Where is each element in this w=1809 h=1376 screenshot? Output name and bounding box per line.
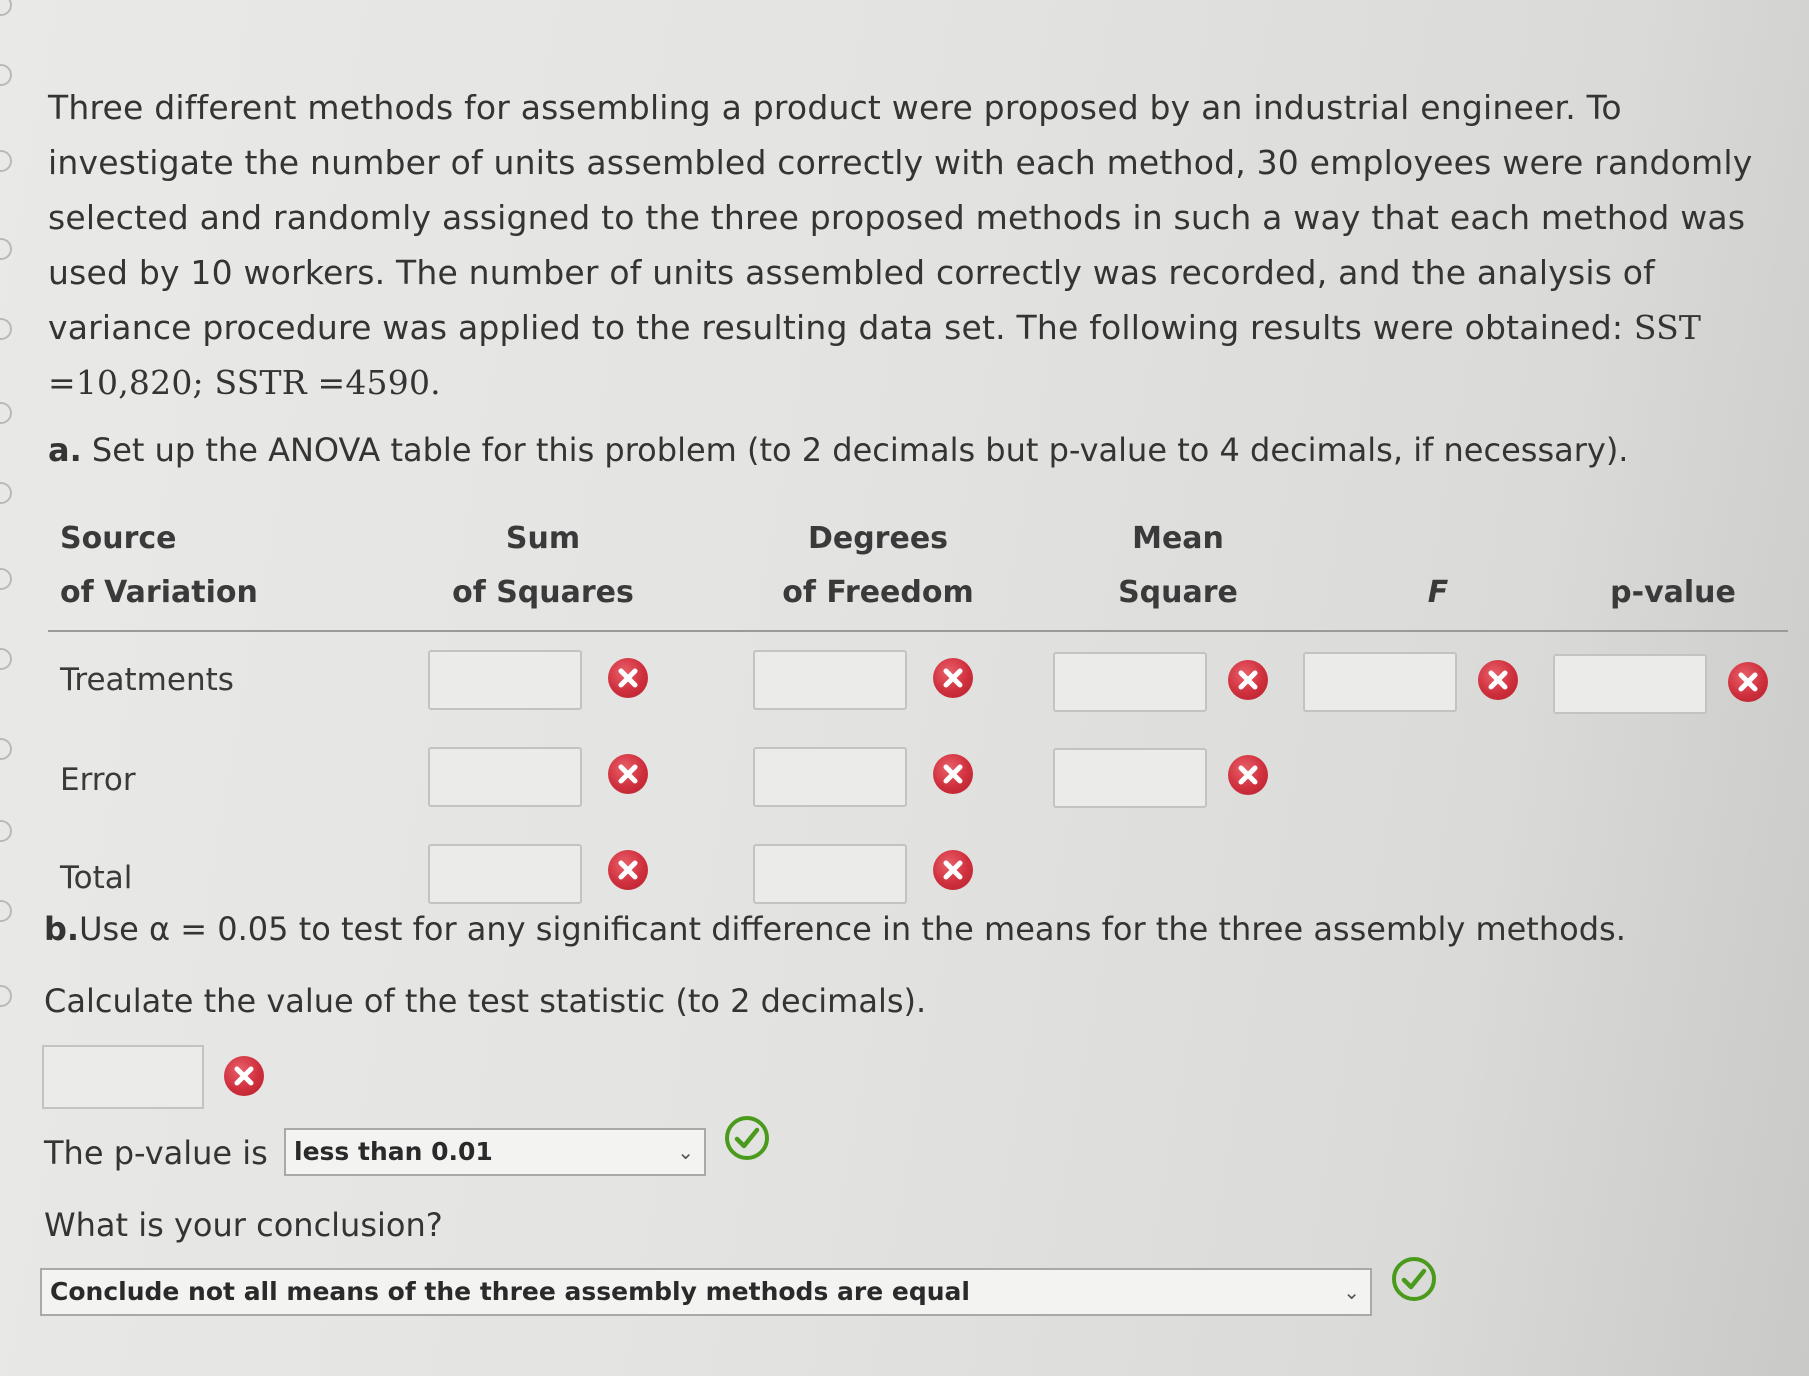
part-a-label: a. [48, 431, 82, 469]
header-source [60, 512, 320, 620]
p-value-selected: less than 0.01 [294, 1137, 493, 1166]
treatments-ss-incorrect-icon [608, 658, 648, 698]
part-b-prompt [44, 910, 1626, 948]
treatments-f-incorrect-icon [1478, 660, 1518, 700]
header-ss-line2: of Squares [452, 575, 634, 610]
treatments-ss-input[interactable] [428, 650, 582, 710]
conclusion-select[interactable] [40, 1268, 1372, 1316]
header-f [1378, 512, 1498, 620]
error-ss-incorrect-icon [608, 754, 648, 794]
treatments-df-input[interactable] [753, 650, 907, 710]
problem-statement [48, 80, 1788, 410]
conclusion-selected: Conclude not all means of the three assembly methods are equal [50, 1277, 970, 1306]
header-df-line2: of Freedom [782, 575, 974, 610]
treatments-ms-incorrect-icon [1228, 660, 1268, 700]
total-df-incorrect-icon [933, 850, 973, 890]
header-source-line2: of Variation [60, 575, 258, 610]
treatments-ms-input[interactable] [1053, 652, 1207, 712]
part-b-instruction: Calculate the value of the test statistic (to 2 decimals). [44, 982, 927, 1020]
chevron-down-icon: ⌄ [1343, 1280, 1360, 1304]
header-ms-line2: Square [1118, 575, 1238, 610]
treatments-df-incorrect-icon [933, 658, 973, 698]
conclusion-question: What is your conclusion? [44, 1206, 443, 1244]
row-label-treatments: Treatments [60, 662, 234, 698]
header-sum-of-squares [433, 512, 653, 620]
row-label-error: Error [60, 762, 136, 798]
p-value-correct-icon [724, 1115, 770, 1161]
header-source-line1: Source [60, 521, 177, 556]
total-ss-incorrect-icon [608, 850, 648, 890]
error-ss-input[interactable] [428, 747, 582, 807]
problem-text: Three different methods for assembling a product were proposed by an industrial engineer. To investigate the number of units assembled correctly with each method, 30 employees were randomly selected and randomly assigned to the three proposed methods in such a way that each method was used by 10 workers. The number of units assembled correctly was recorded, and the analysis of variance procedure was applied to the resulting data set. The following results were obtained: [48, 88, 1753, 347]
header-mean-square [1088, 512, 1268, 620]
error-ms-incorrect-icon [1228, 755, 1268, 795]
question-content [48, 80, 1788, 982]
header-divider [48, 630, 1788, 632]
left-margin-marks [0, 0, 14, 1376]
error-df-incorrect-icon [933, 754, 973, 794]
error-ms-input[interactable] [1053, 748, 1207, 808]
header-ms-line1: Mean [1132, 521, 1224, 556]
p-value-prompt: The p-value is [44, 1134, 268, 1172]
error-df-input[interactable] [753, 747, 907, 807]
chevron-down-icon: ⌄ [677, 1140, 694, 1164]
total-df-input[interactable] [753, 844, 907, 904]
test-statistic-incorrect-icon [224, 1056, 264, 1096]
part-a-prompt [48, 428, 1788, 472]
total-ss-input[interactable] [428, 844, 582, 904]
p-value-select[interactable] [284, 1128, 706, 1176]
header-p-label: p-value [1610, 575, 1736, 610]
part-b-line1: Use α = 0.05 to test for any significant difference in the means for the three assembly methods. [79, 910, 1626, 948]
header-degrees-of-freedom [758, 512, 998, 620]
part-a-text: Set up the ANOVA table for this problem (to 2 decimals but p-value to 4 decimals, if necessary). [81, 431, 1629, 469]
test-statistic-input[interactable] [42, 1045, 204, 1109]
treatments-p-value-incorrect-icon [1728, 662, 1768, 702]
treatments-f-input[interactable] [1303, 652, 1457, 712]
conclusion-correct-icon [1391, 1256, 1437, 1302]
treatments-p-value-input[interactable] [1553, 654, 1707, 714]
header-df-line1: Degrees [807, 521, 949, 556]
part-b-label: b. [44, 910, 80, 948]
header-p-value [1588, 512, 1758, 620]
row-label-total: Total [60, 860, 133, 896]
header-ss-line1: Sum [505, 521, 581, 556]
header-f-label: F [1427, 575, 1449, 610]
problem-sums-of-squares: SST =10,820; SSTR =4590. [48, 308, 1702, 402]
